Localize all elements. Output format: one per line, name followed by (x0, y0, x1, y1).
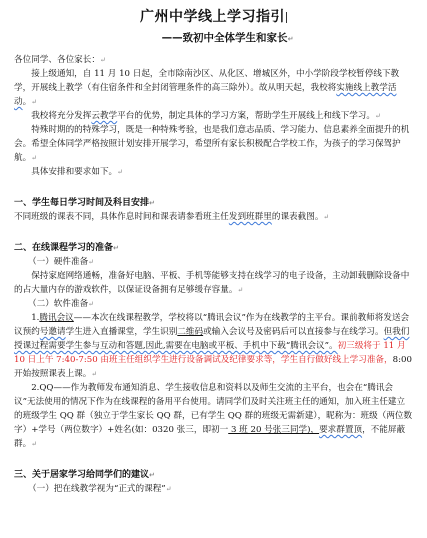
section-1-heading: 一、学生每日学习时间及科目安排↵ (14, 198, 155, 208)
intro-paragraph-4: 具体安排和要求如下。↵ (31, 167, 124, 177)
greeting: 各位同学、各位家长：↵ (14, 55, 106, 65)
document-title: 广州中学线上学习指引 (140, 9, 285, 25)
text-cursor (286, 12, 287, 23)
intro-paragraph-3: 特殊时期的的特殊学习，既是一种特殊考验，也是我们意志品质、学习能力、信息素养全面提升的机会。希望全体同学严格按照计划安排开展学习，希望所有家长积极配合学校工作，为孩子的学习保驾护航。↵ (14, 125, 410, 163)
section-2-heading: 二、在线课程学习的准备↵ (14, 243, 119, 253)
section-2-sub-2: （二）软件准备↵ (28, 299, 95, 309)
section-2-sub-1-body: 保持家庭网络通畅，准备好电脑、平板、手机等能够支持在线学习的电子设备，主动卸载删除设备中的占大量内存的游戏软件，以保证设备拥有足够缓存容量。↵ (14, 271, 410, 295)
software-item-1: 1.腾讯会议——本次在线课程教学，学校将以“腾讯会议”作为在线教学的主平台。课前教师将发送会议预约号邀请学生进入直播课堂，学生识别二维码或输入会议号及密码后可以直接参与在线学习。但我们授课过程需要学生参与互动和答题,因此,需要在电脑或平板、手机中下载“腾讯会议”。初三级将于 11 月 10 日上午 7:40-7:50 由班主任组织学生进行设备调试及纪律要求等，学生自行做好线上学习准备，8:00 开始按照课表上课。↵ (14, 313, 412, 379)
section-1-body: 不同班级的课表不同，具体作息时间和课表请参看班主任发到班群里的课表截图。↵ (14, 212, 330, 222)
intro-paragraph-1: 接上级通知，自 11 月 10 日起，全市除南沙区、从化区、增城区外，中小学阶段学校暂停线下教学，开展线上教学（有住宿条件和全封闭管理条件的高三除外）。故从明天起，我校将实施线上教学活动。↵ (14, 69, 400, 107)
red-highlight-text: 初三级将于 11 月 10 日上午 7:40-7:50 由班主任组织学生进行设备调试及纪律要求等，学生自行做好线上学习准备， (14, 341, 406, 365)
intro-paragraph-2: 我校将充分发挥云教学平台的优势，制定具体的学习方案，帮助学生开展线上和线下学习。↵ (31, 111, 381, 121)
software-item-2: 2.QQ——作为教师发布通知消息、学生接收信息和资料以及师生交流的主平台，也会在“腾讯会议”无法使用的情况下作为在线课程的备用平台使用。请同学们及时关注班主任的通知，加入班主任建立的班级学生 QQ 群（独立于学生家长 QQ 群，已有学生 QQ 群的班级无需新建），昵称为：班级（两位数字）+学号（两位数字）+姓名(如：0320 张三，即初一 3 班 20 号张三同学)，要求群置顶，不能屏蔽群。↵ (14, 383, 413, 449)
section-3-heading: 三、关于居家学习给同学们的建议↵ (14, 470, 155, 480)
section-2-sub-1: （一）硬件准备↵ (28, 257, 95, 267)
document-subtitle: ——致初中全体学生和家长↵ (161, 32, 294, 44)
section-3-sub-1: （一）把在线教学视为“正式的课程”↵ (28, 484, 172, 494)
